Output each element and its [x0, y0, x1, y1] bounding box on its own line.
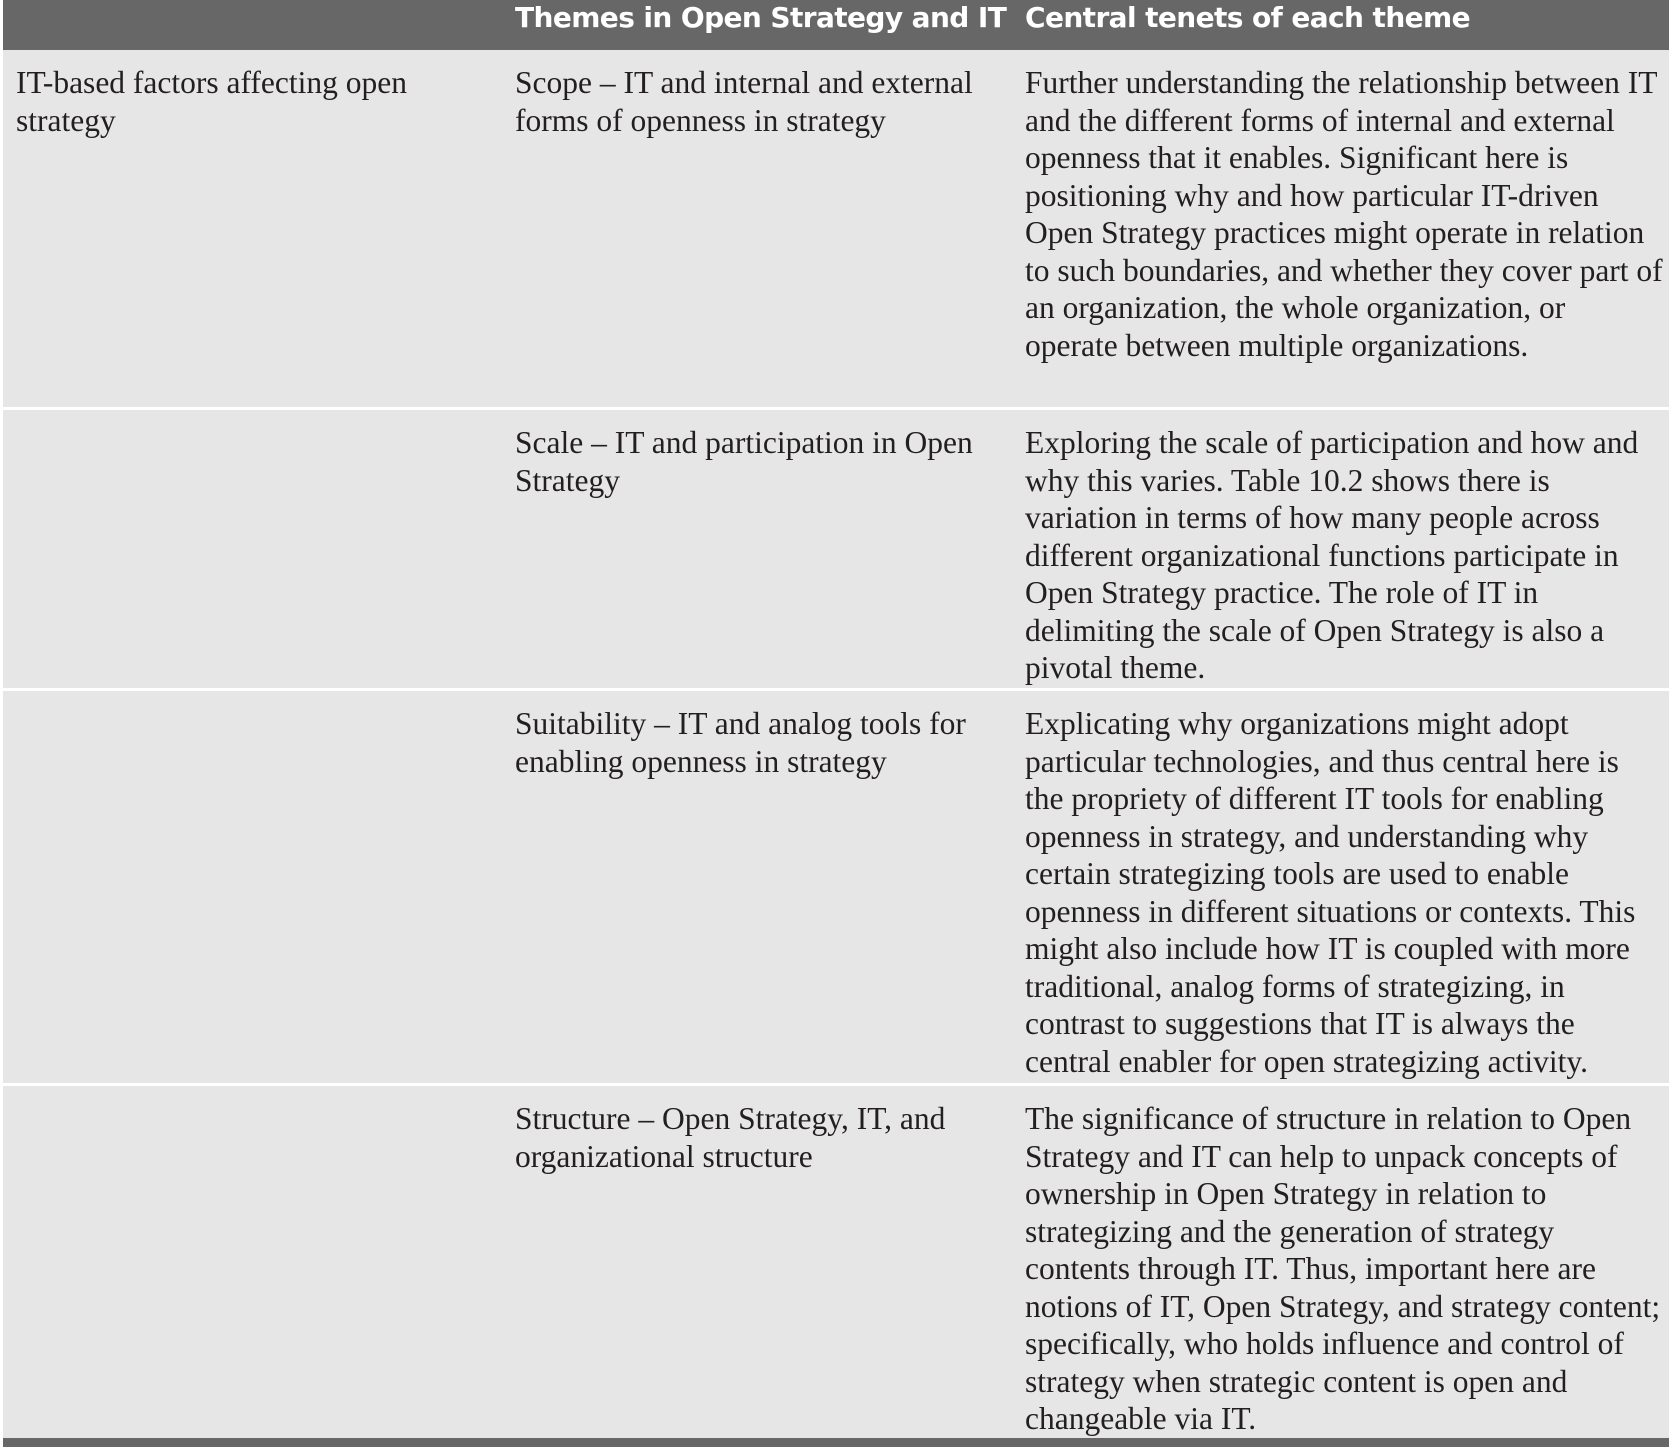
row-theme: Suitability – IT and analog tools for enabling openness in strategy: [515, 706, 966, 779]
row-tenets: Explicating why organizations might adopt particular technologies, and thus central here is the propriety of different IT tools for enabling openness in strategy, and understanding why certain strategizing tools are used to enable openness in different situations or contexts. This might also include how IT is coupled with more traditional, analog forms of strategizing, in contrast to suggestions that IT is always the central enabler for open strategizing activity.: [1025, 706, 1636, 1079]
row-factor: IT-based factors affecting open strategy: [16, 65, 407, 138]
row-tenets: The significance of structure in relation to Open Strategy and IT can help to unpack concepts of ownership in Open Strategy in relation to strategizing and the generation of strategy contents through IT. Thus, important here are notions of IT, Open Strategy, and strategy content; specifically, who holds influence and control of strategy when strategic content is open and changeable via IT.: [1025, 1101, 1661, 1436]
header-central-tenets: Central tenets of each theme: [1025, 1, 1471, 34]
row-theme: Scale – IT and participation in Open Strategy: [515, 425, 973, 498]
table-row: [3, 407, 1669, 688]
themes-table: [3, 0, 1669, 1438]
header-themes: Themes in Open Strategy and IT: [515, 1, 1007, 34]
row-theme: Structure – Open Strategy, IT, and organizational structure: [515, 1101, 946, 1174]
table-header: [3, 0, 1669, 50]
table-row: [3, 50, 1669, 407]
table-row: [3, 688, 1669, 1083]
row-tenets: Exploring the scale of participation and how and why this varies. Table 10.2 shows there is variation in terms of how many people across different organizational functions participate in Open Strategy practice. The role of IT in delimiting the scale of Open Strategy is also a pivotal theme.: [1025, 425, 1639, 685]
row-theme: Scope – IT and internal and external forms of openness in strategy: [515, 65, 973, 138]
table-bottom-rule: [3, 1438, 1669, 1447]
row-tenets: Further understanding the relationship between IT and the different forms of internal and external openness that it enables. Significant here is positioning why and how particular IT-driven Open Strategy practices might operate in relation to such boundaries, and whether they cover part of an organization, the whole organization, or operate between multiple organizations.: [1025, 65, 1663, 363]
table-row: [3, 1083, 1669, 1438]
